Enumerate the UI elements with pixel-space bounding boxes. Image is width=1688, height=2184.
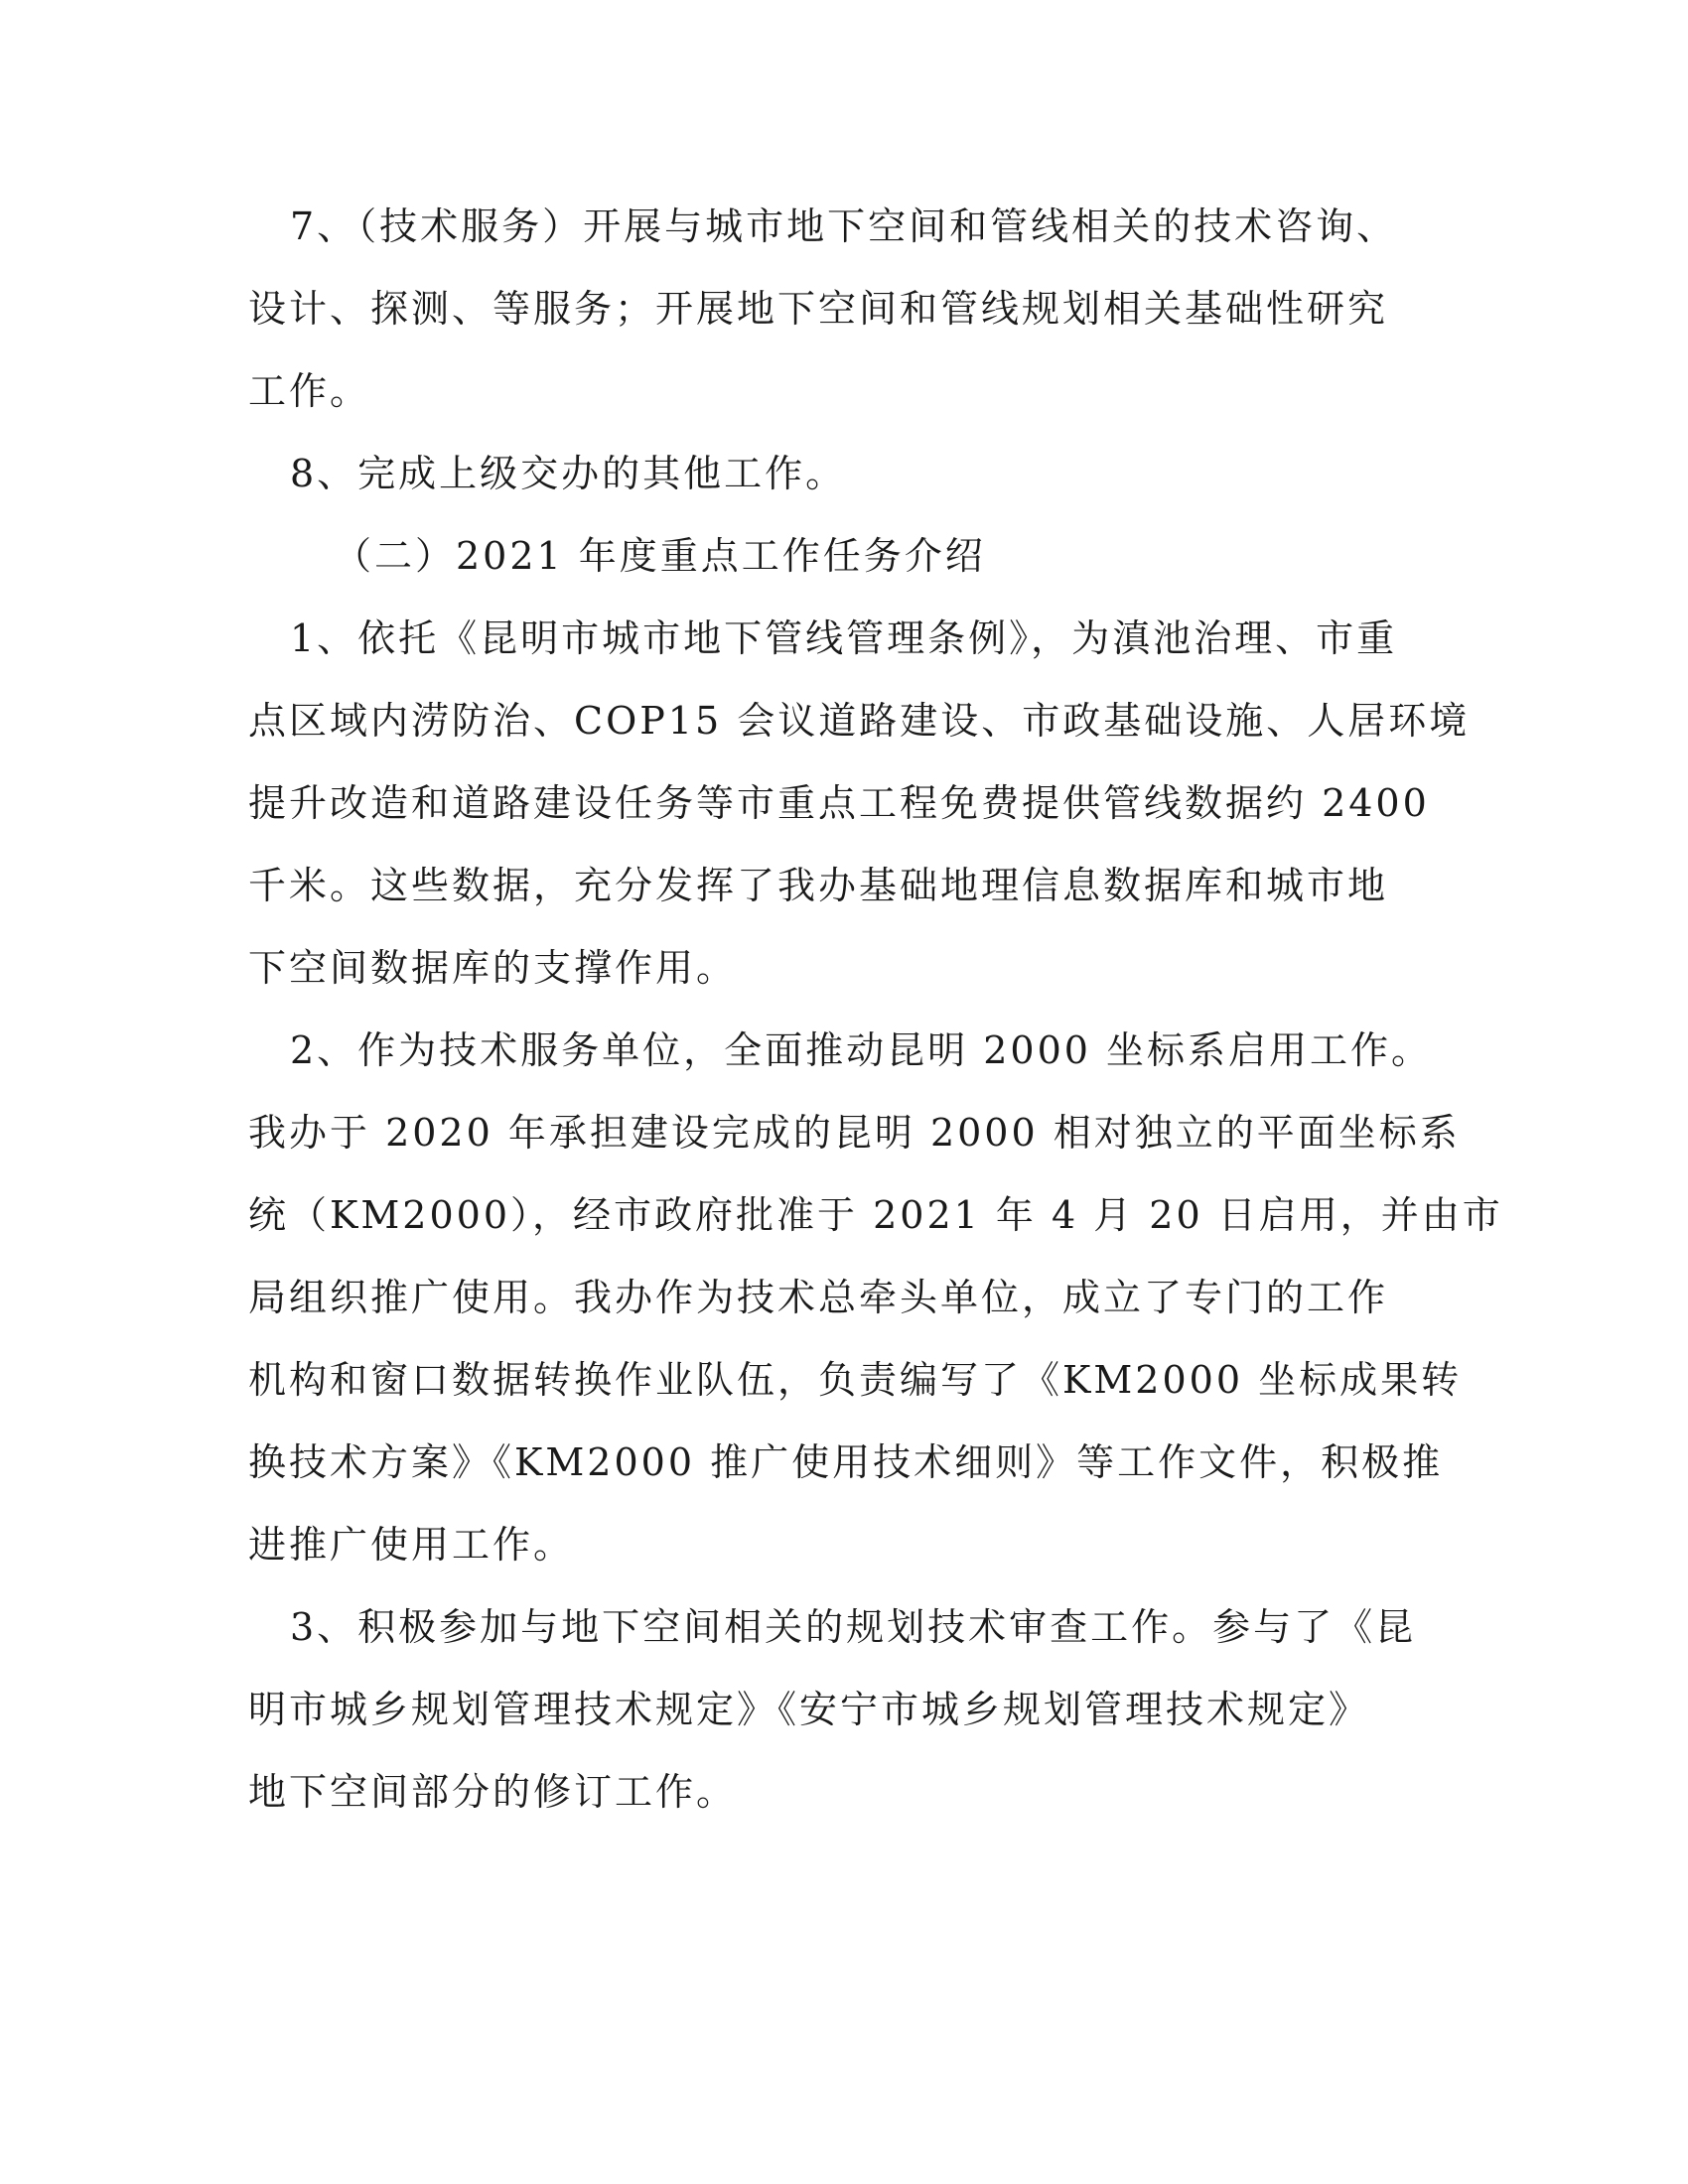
text-line: 我办于 2020 年承担建设完成的昆明 2000 相对独立的平面坐标系 <box>248 1111 1461 1155</box>
text-line: 工作。 <box>248 369 371 413</box>
text-line: 下空间数据库的支撑作用。 <box>248 946 738 990</box>
text-line: 统（KM2000），经市政府批准于 2021 年 4 月 20 日启用，并由市 <box>248 1193 1503 1237</box>
text-line: 3、积极参加与地下空间相关的规划技术审查工作。参与了《昆 <box>290 1605 1417 1649</box>
text-line: 点区域内涝防治、COP15 会议道路建设、市政基础设施、人居环境 <box>248 699 1471 743</box>
text-line: 设计、探测、等服务；开展地下空间和管线规划相关基础性研究 <box>248 287 1389 331</box>
text-line: 局组织推广使用。我办作为技术总牵头单位，成立了专门的工作 <box>248 1276 1389 1319</box>
text-line: 地下空间部分的修订工作。 <box>248 1770 738 1814</box>
text-line: 2、作为技术服务单位，全面推动昆明 2000 坐标系启用工作。 <box>290 1028 1433 1072</box>
text-line: 换技术方案》《KM2000 推广使用技术细则》等工作文件，积极推 <box>248 1440 1444 1484</box>
text-line: 千米。这些数据，充分发挥了我办基础地理信息数据库和城市地 <box>248 864 1389 907</box>
text-line: 提升改造和道路建设任务等市重点工程免费提供管线数据约 2400 <box>248 781 1430 825</box>
text-line: 1、依托《昆明市城市地下管线管理条例》，为滇池治理、市重 <box>290 616 1398 660</box>
text-line: 7、（技术服务）开展与城市地下空间和管线相关的技术咨询、 <box>290 205 1398 248</box>
text-line: 明市城乡规划管理技术规定》《安宁市城乡规划管理技术规定》 <box>248 1688 1370 1731</box>
text-line: 进推广使用工作。 <box>248 1523 575 1567</box>
text-line: 8、完成上级交办的其他工作。 <box>290 452 847 495</box>
section-heading: （二）2021 年度重点工作任务介绍 <box>334 534 986 578</box>
text-line: 机构和窗口数据转换作业队伍，负责编写了《KM2000 坐标成果转 <box>248 1358 1463 1402</box>
